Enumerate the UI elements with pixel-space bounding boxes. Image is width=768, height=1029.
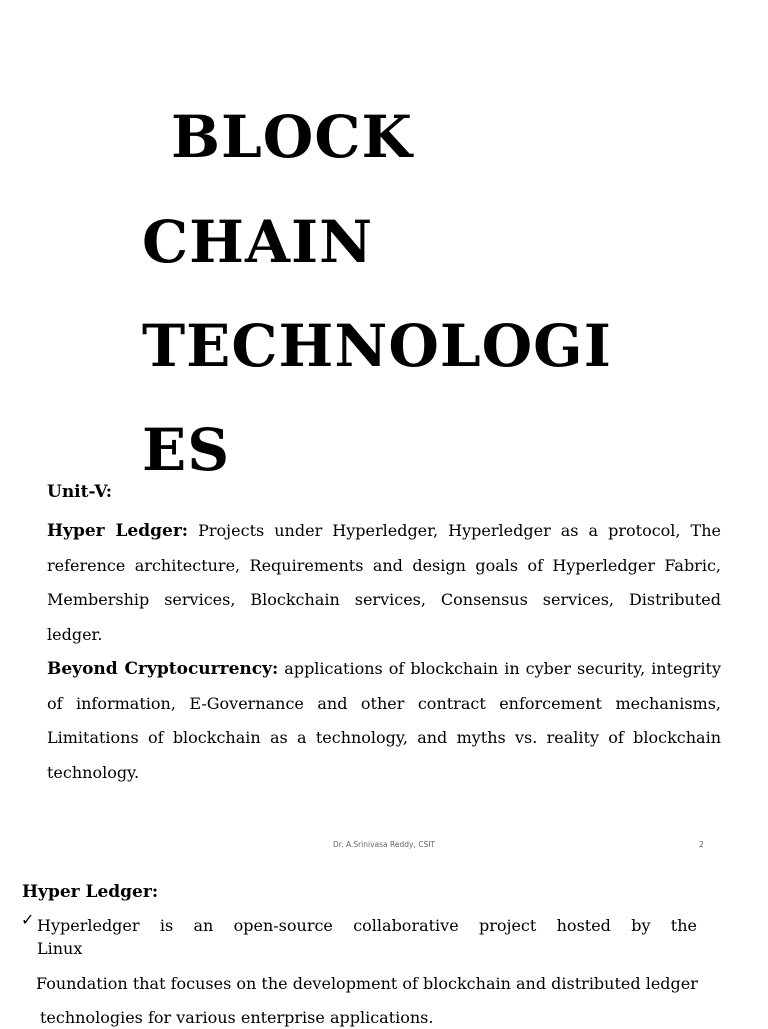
- intro-line-3: Foundation that focuses on the development of blockchain and distributed ledger: [36, 974, 698, 993]
- title-line-1: BLOCK: [171, 103, 413, 171]
- intro-heading: Hyper Ledger:: [22, 882, 159, 902]
- checkmark-icon: ✓: [21, 910, 35, 929]
- footer-author: Dr. A.Srinivasa Reddy, CSIT: [333, 840, 436, 849]
- title-line-4: ES: [142, 416, 231, 484]
- hyper-ledger-text: Projects under Hyperledger, Hyperledger as a protocol, The reference architecture, Requirements and design goals of Hyperledger Fabric, Membership services, Blockchain services, Consensus services, Distributed ledger.: [47, 521, 722, 644]
- beyond-text: applications of blockchain in cyber security, integrity of information, E-Governance and other contract enforcement mechanisms, Limitations of blockchain as a technology, and myths vs. reality of blockchain technology.: [47, 659, 721, 782]
- title-line-2: CHAIN: [142, 208, 374, 276]
- intro-line-1: Hyperledger is an open-source collaborative project hosted by the: [37, 916, 697, 935]
- title-slide: [0, 0, 768, 484]
- intro-slide: [0, 864, 768, 1027]
- intro-line-4: technologies for various enterprise applications.: [40, 1008, 434, 1027]
- hyper-ledger-label: Hyper Ledger:: [47, 521, 189, 541]
- syllabus-body: [47, 514, 721, 790]
- beyond-paragraph: [47, 652, 721, 790]
- syllabus-slide: [0, 432, 768, 864]
- page-number: 2: [699, 840, 704, 849]
- intro-line-2: Linux: [37, 939, 83, 958]
- unit-heading: Unit-V:: [47, 482, 113, 502]
- beyond-label: Beyond Cryptocurrency:: [47, 659, 279, 679]
- title-line-3: TECHNOLOGI: [142, 312, 612, 380]
- hyper-ledger-paragraph: [47, 514, 721, 652]
